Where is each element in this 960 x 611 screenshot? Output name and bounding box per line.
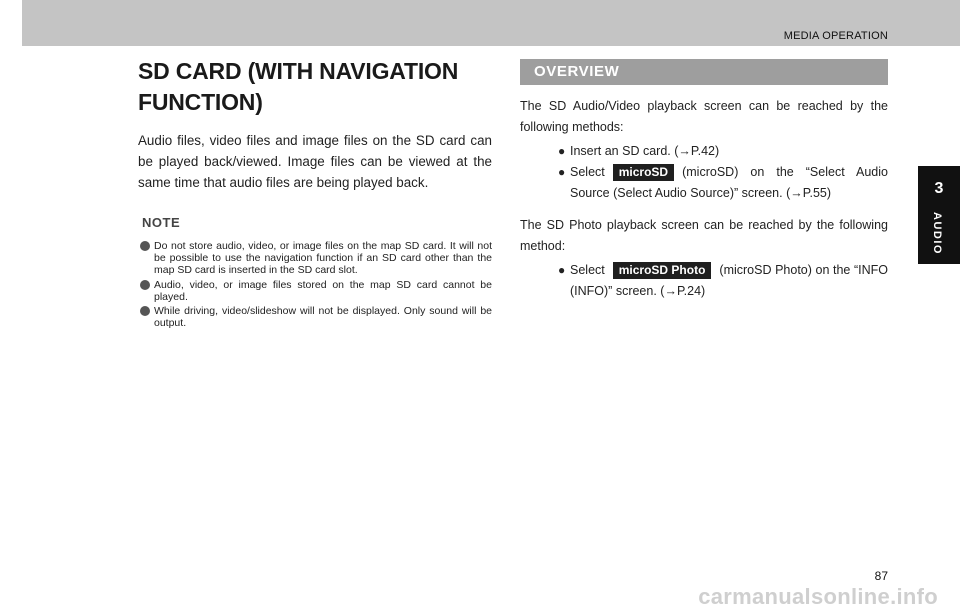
chapter-tab[interactable]	[918, 166, 960, 264]
note-box	[138, 215, 492, 329]
list-item-suffix: (microSD Photo) on the “INFO (INFO)” screen. (→P.24)	[570, 263, 888, 298]
list-item-prefix: Select	[570, 165, 605, 179]
note-item-text: Audio, video, or image files stored on the map SD card cannot be played.	[154, 278, 492, 303]
list-item	[520, 260, 888, 302]
note-list	[140, 240, 492, 329]
note-title: NOTE	[142, 215, 181, 230]
note-item	[140, 240, 492, 277]
list-item	[520, 162, 888, 204]
list-item-prefix: Select	[570, 263, 605, 277]
bullet-dot-icon	[140, 280, 150, 290]
chapter-label: AUDIO	[931, 212, 943, 255]
bullet-dot-icon: ●	[558, 144, 566, 158]
method-list-2	[520, 260, 888, 302]
watermark: carmanualsonline.info	[698, 584, 938, 609]
note-item-text: Do not store audio, video, or image files on the map SD card. It will not be possible to use the navigation function if an SD card other than the map SD card is inserted in the SD card slot.	[154, 240, 492, 277]
note-item	[140, 279, 492, 303]
page-number: 87	[874, 569, 888, 583]
section-title: MEDIA OPERATION	[783, 30, 888, 42]
microsd-button[interactable]: microSD	[613, 164, 674, 181]
list-item	[520, 141, 888, 162]
right-column	[520, 59, 888, 302]
list-item-suffix: (microSD) on the “Select Audio Source (Select Audio Source)” screen. (→P.55)	[570, 165, 888, 200]
bullet-dot-icon: ●	[558, 263, 566, 277]
overview-paragraph-1: The SD Audio/Video playback screen can be reached by the following methods:	[520, 99, 888, 134]
note-item-text: While driving, video/slideshow will not be displayed. Only sound will be output.	[154, 305, 492, 330]
chapter-number: 3	[934, 180, 944, 197]
bullet-dot-icon	[140, 306, 150, 316]
bullet-dot-icon	[140, 241, 150, 251]
bullet-dot-icon: ●	[558, 165, 566, 179]
method-list-1	[520, 141, 888, 204]
note-item	[140, 305, 492, 329]
microsd-photo-button[interactable]: microSD Photo	[613, 262, 712, 279]
page-title: SD CARD (WITH NAVIGATION FUNCTION)	[138, 58, 459, 115]
overview-paragraph-2: The SD Photo playback screen can be reached by the following method:	[520, 218, 888, 253]
left-column	[138, 56, 492, 331]
intro-paragraph: Audio files, video files and image files on the SD card can be played back/viewed. Image files can be viewed at the same time that audio files are being played back.	[138, 133, 492, 190]
list-item-text: Insert an SD card. (→P.42)	[570, 144, 720, 158]
overview-heading: OVERVIEW	[520, 59, 888, 85]
